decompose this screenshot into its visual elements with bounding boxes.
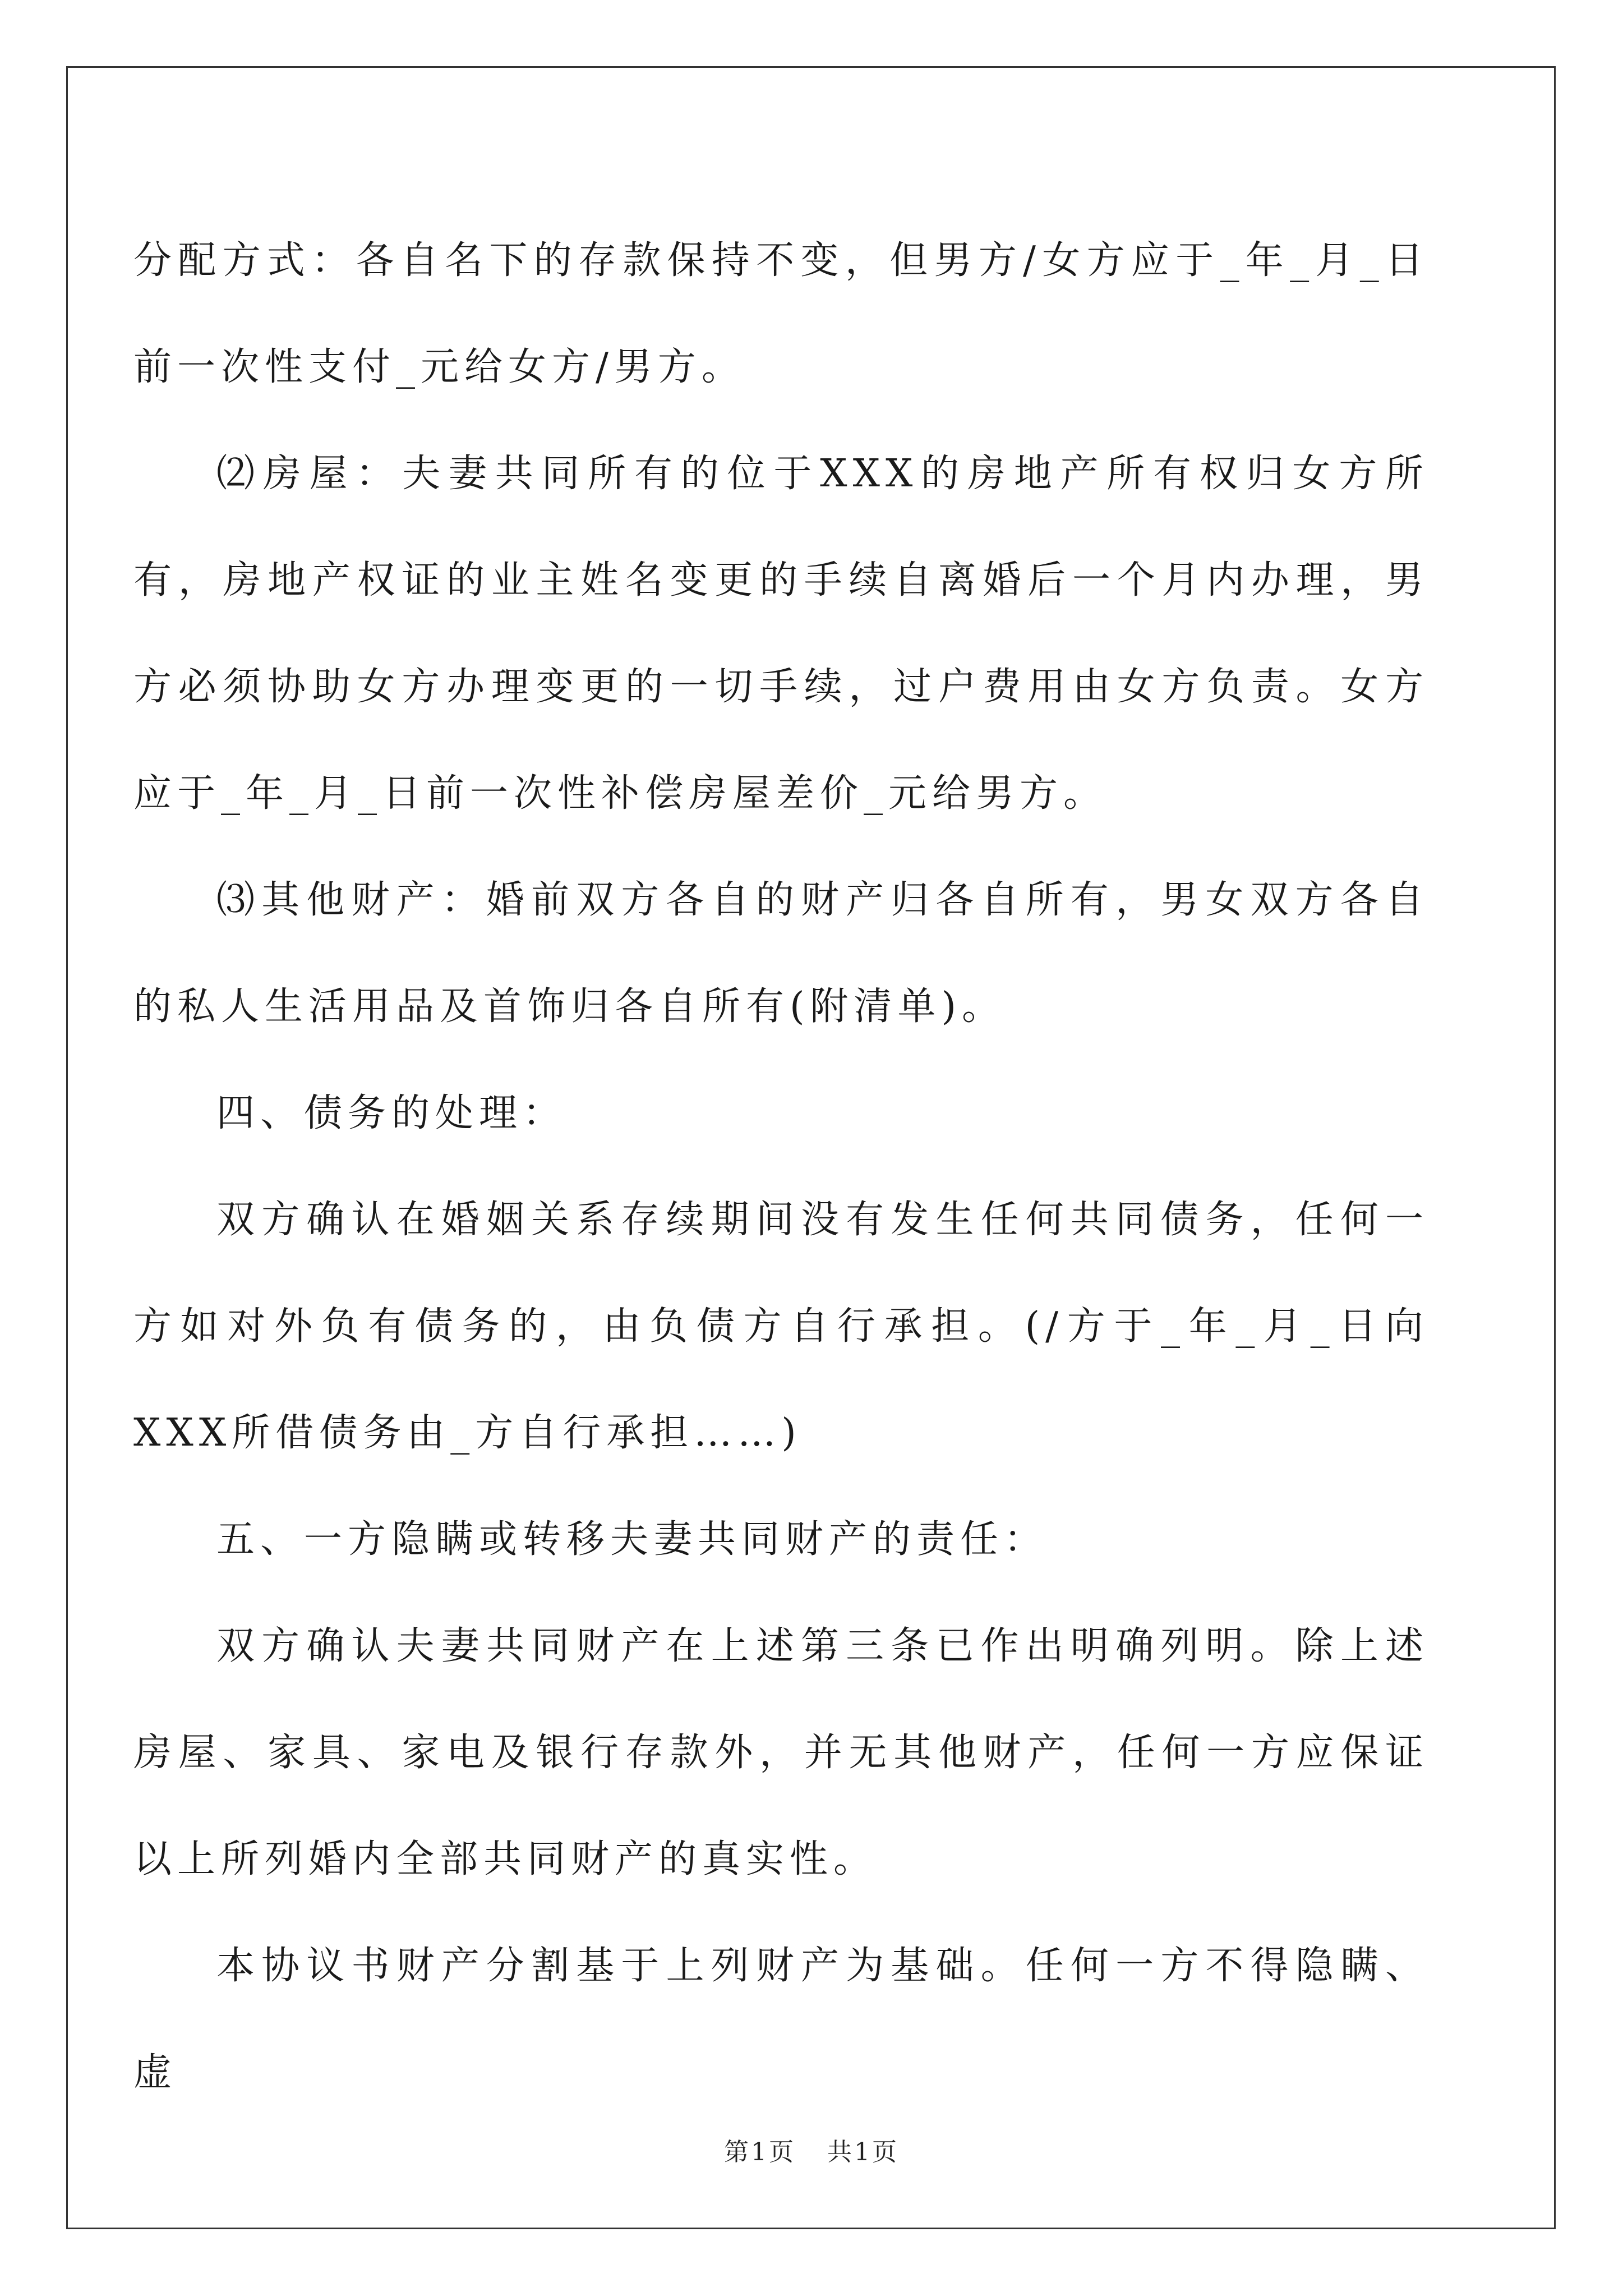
- document-body: [133, 208, 1429, 2126]
- paragraph-agreement-basis: 本协议书财产分割基于上列财产为基础。任何一方不得隐瞒、虚: [133, 1944, 1429, 2095]
- section-heading-debt: 四、债务的处理：: [216, 1091, 567, 1135]
- paragraph-confirmation: 双方确认夫妻共同财产在上述第三条已作出明确列明。除上述房屋、家具、家电及银行存款外，并无其他财产，任何一方应保证以上所列婚内全部共同财产的真实性。: [133, 1624, 1429, 1881]
- page-total: 共1页: [827, 2138, 899, 2166]
- paragraph-debt: 双方确认在婚姻关系存续期间没有发生任何共同债务，任何一方如对外负有债务的，由负债方自行承担。(/方于_年_月_日向XXX所借债务由_方自行承担……): [133, 1198, 1429, 1455]
- paragraph-house: ⑵房屋：夫妻共同所有的位于XXX的房地产所有权归女方所有，房地产权证的业主姓名变更的手续自离婚后一个月内办理，男方必须协助女方办理变更的一切手续，过户费用由女方负责。女方应于_年_月_日前一次性补偿房屋差价_元给男方。: [133, 452, 1429, 816]
- page-footer: [0, 2132, 1623, 2168]
- paragraph-deposit-distribution: 分配方式：各自名下的存款保持不变，但男方/女方应于_年_月_日前一次性支付_元给女方/男方。: [133, 238, 1429, 389]
- section-heading-concealment: 五、一方隐瞒或转移夫妻共同财产的责任：: [216, 1517, 1048, 1562]
- page-number: 第1页: [724, 2138, 796, 2166]
- paragraph-other-property: ⑶其他财产：婚前双方各自的财产归各自所有，男女双方各自的私人生活用品及首饰归各自所有(附清单)。: [133, 878, 1429, 1029]
